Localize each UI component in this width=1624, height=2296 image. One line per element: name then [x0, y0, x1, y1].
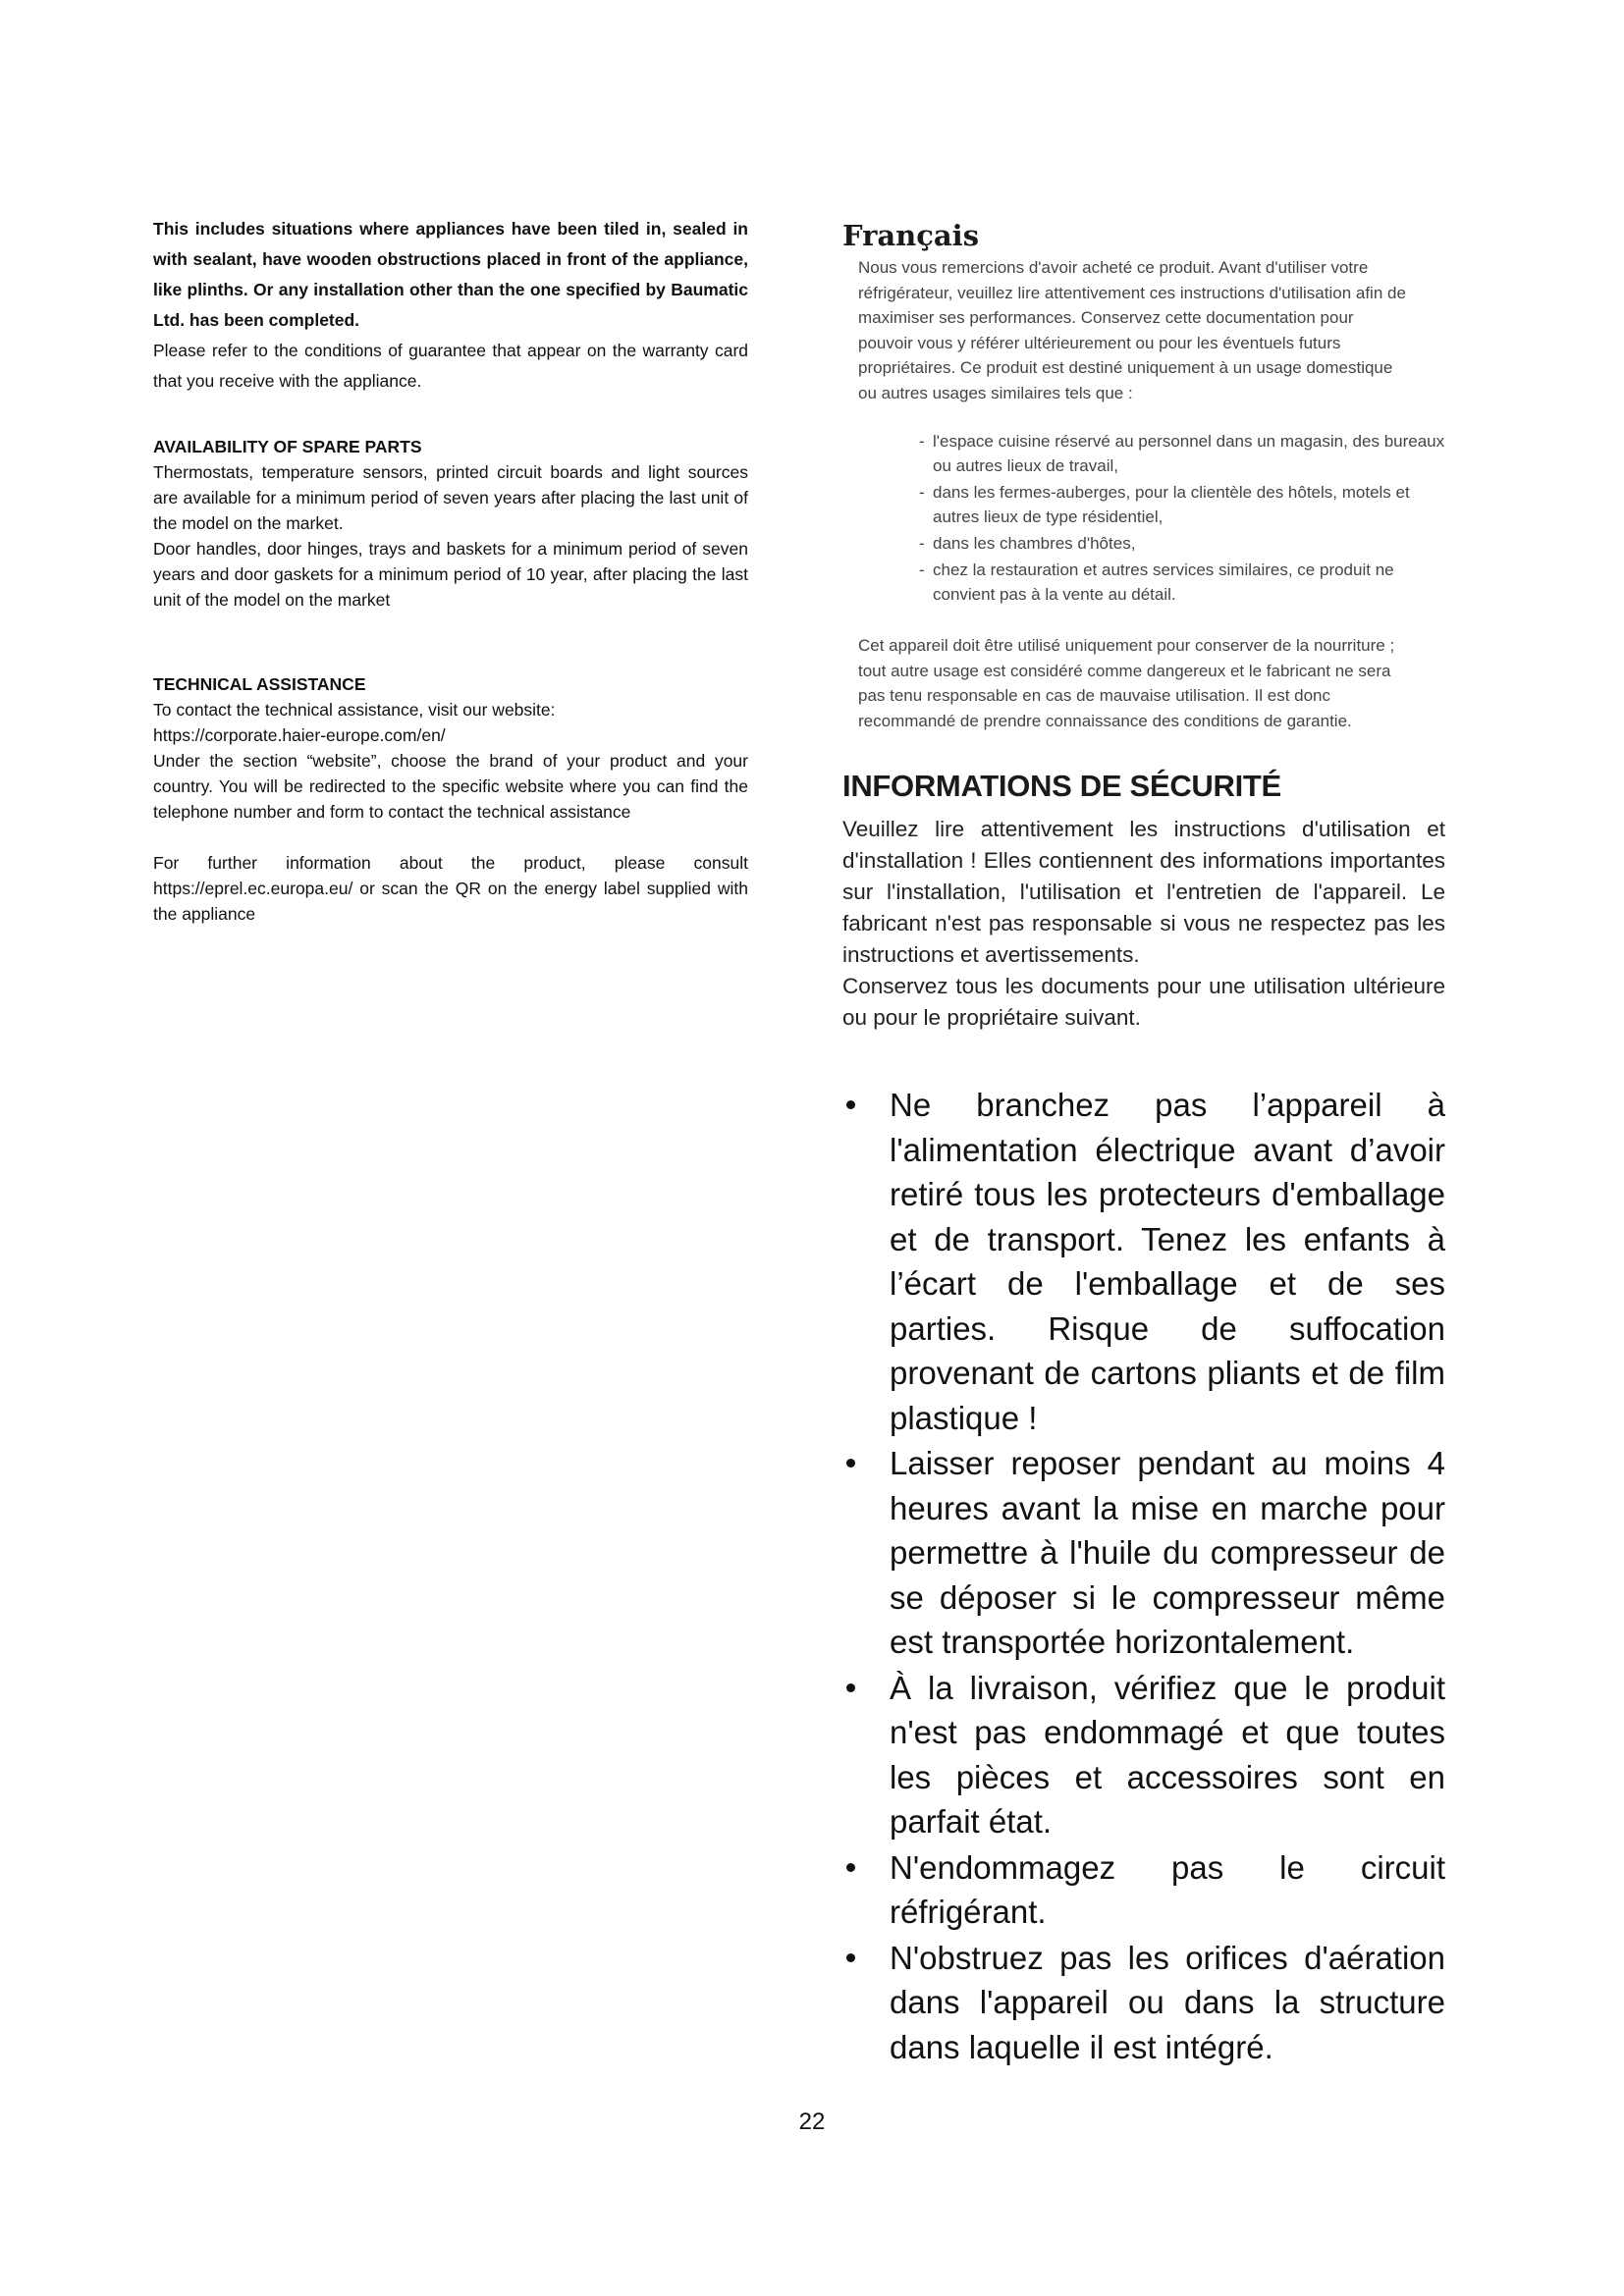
usage-item: - dans les fermes-auberges, pour la clientèle des hôtels, motels et autres lieux de type résidentiel,	[919, 483, 1410, 526]
usage-item: - chez la restauration et autres services similaires, ce produit ne convient pas à la vente au détail.	[919, 561, 1394, 604]
haier-website-link[interactable]: https://corporate.haier-europe.com/en/	[153, 725, 446, 745]
spare-parts-paragraph-1: Thermostats, temperature sensors, printed circuit boards and light sources are available for a minimum period of seven years after placing the last unit of the model on the market.	[153, 462, 748, 533]
usage-note: Cet appareil doit être utilisé uniquement pour conserver de la nourriture ; tout autre usage est considéré comme dangereux et le fabricant ne sera pas tenu responsable en cas de mauvaise utilisation. Il est donc recommandé de prendre connaissance des conditions de garantie.	[858, 636, 1395, 730]
technical-assistance-section	[153, 671, 748, 927]
technical-assistance-paragraph-2: Under the section “website”, choose the brand of your product and your country. You will be redirected to the specific website where you can find the telephone number and form to contact the technical assistance	[153, 751, 748, 822]
installation-note: This includes situations where appliances have been tiled in, sealed in with sealant, have wooden obstructions placed in front of the appliance, like plinths. Or any installation other than the one specified by Baumatic Ltd. has been completed.	[153, 219, 748, 330]
bullet-icon	[846, 1863, 855, 1872]
left-column	[153, 214, 748, 927]
warning-item: N'endommagez pas le circuit réfrigérant.	[842, 1845, 1445, 1935]
bullet-icon	[846, 1100, 855, 1109]
bullet-icon	[846, 1459, 855, 1468]
safety-intro: Veuillez lire attentivement les instructions d'utilisation et d'installation ! Elles contiennent des informations importantes sur l'installation, l'utilisation et l'entretien de l'appareil. Le fabricant n'est pas responsable si vous ne respectez pas les instructions et avertissements. Conservez tous les documents pour une utilisation ultérieure ou pour le propriétaire suivant.	[842, 817, 1445, 1030]
right-column	[842, 216, 1445, 2070]
technical-assistance-paragraph-1: To contact the technical assistance, visit our website:	[153, 700, 556, 720]
guarantee-note: Please refer to the conditions of guarantee that appear on the warranty card that you receive with the appliance.	[153, 341, 748, 391]
page-number: 22	[798, 2109, 826, 2135]
warning-item: Ne branchez pas l’appareil à l'alimentation électrique avant d’avoir retiré tous les protecteurs d'emballage et de transport. Tenez les enfants à l’écart de l'emballage et de ses parties. Risque de suffocation provenant de cartons pliants et de film plastique !	[842, 1083, 1445, 1440]
spare-parts-title: AVAILABILITY OF SPARE PARTS	[153, 437, 422, 456]
bullet-icon	[846, 1683, 855, 1692]
french-intro: Nous vous remercions d'avoir acheté ce produit. Avant d'utiliser votre réfrigérateur, veuillez lire attentivement ces instructions d'utilisation afin de maximiser ses performances. Conservez cette documentation pour pouvoir vous y référer ultérieurement ou pour les éventuels futurs propriétaires. Ce produit est destiné uniquement à un usage domestique ou autres usages similaires tels que :	[858, 258, 1406, 402]
french-section-title: Français	[842, 219, 980, 252]
usage-list	[919, 429, 1449, 607]
warning-item: À la livraison, vérifiez que le produit n'est pas endommagé et que toutes les pièces et accessoires sont en parfait état.	[842, 1666, 1445, 1844]
safety-heading: INFORMATIONS DE SÉCURITÉ	[842, 769, 1281, 803]
safety-warnings-list	[842, 1083, 1445, 2069]
spare-parts-section	[153, 434, 748, 613]
bullet-icon	[846, 1953, 855, 1962]
product-info-paragraph: For further information about the product, please consult https://eprel.ec.europa.eu/ or scan the QR on the energy label supplied with the appliance	[153, 853, 748, 924]
usage-item: - dans les chambres d'hôtes,	[919, 534, 1136, 553]
technical-assistance-title: TECHNICAL ASSISTANCE	[153, 674, 366, 694]
usage-item: - l'espace cuisine réservé au personnel dans un magasin, des bureaux ou autres lieux de travail,	[919, 432, 1445, 475]
spare-parts-paragraph-2: Door handles, door hinges, trays and baskets for a minimum period of seven years and door gaskets for a minimum period of 10 year, after placing the last unit of the model on the market	[153, 539, 748, 610]
warning-item: N'obstruez pas les orifices d'aération dans l'appareil ou dans la structure dans laquelle il est intégré.	[842, 1936, 1445, 2070]
warning-item: Laisser reposer pendant au moins 4 heures avant la mise en marche pour permettre à l'huile du compresseur de se déposer si le compresseur même est transportée horizontalement.	[842, 1441, 1445, 1665]
